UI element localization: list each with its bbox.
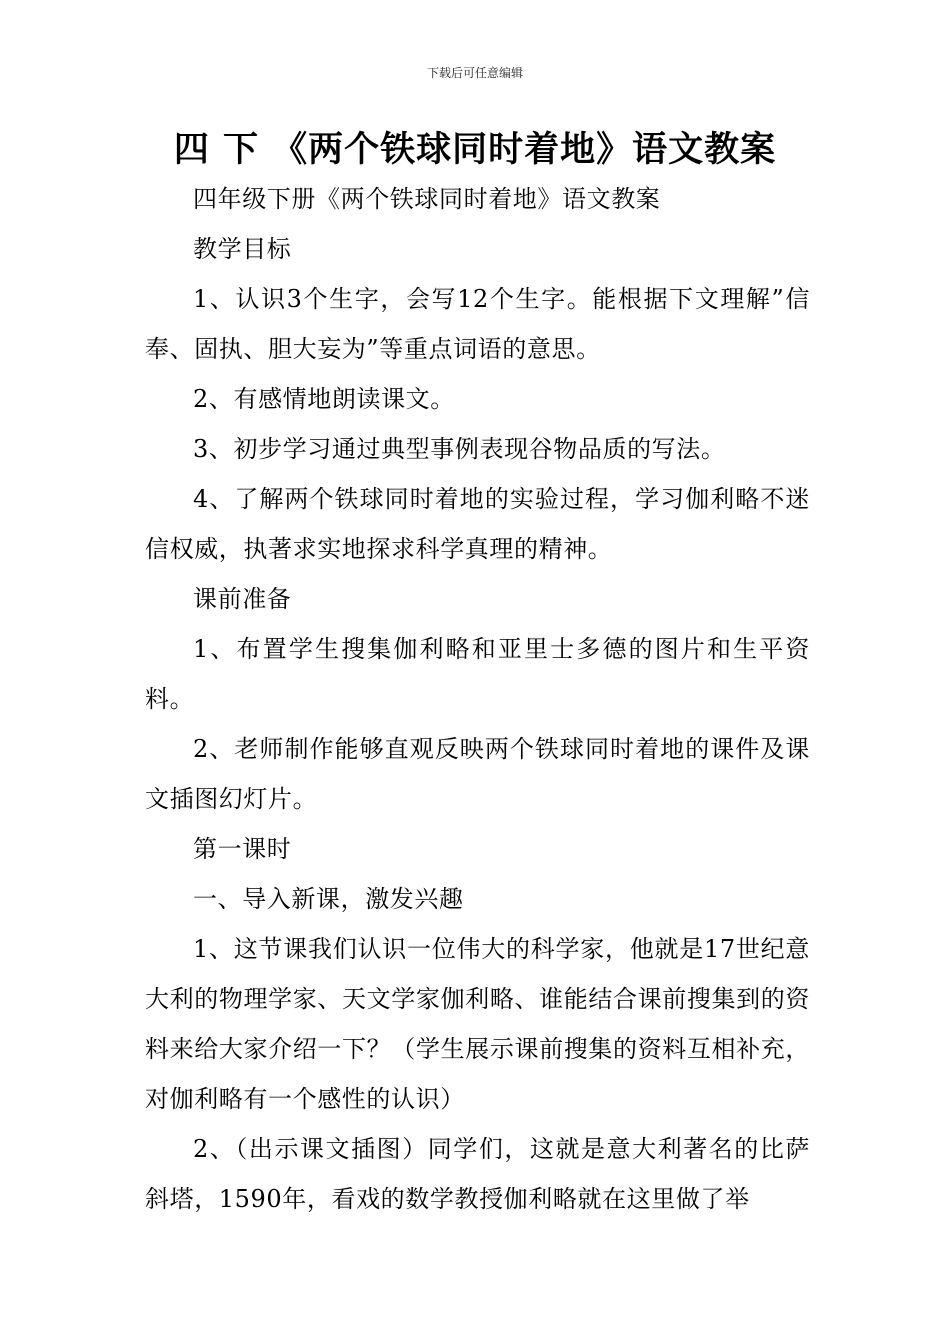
section-heading-objectives: 教学目标 xyxy=(193,235,292,263)
section-heading-preparation: 课前准备 xyxy=(193,585,292,613)
objective-item: 2、有感情地朗读课文。 xyxy=(193,385,455,413)
objective-item: 3、初步学习通过典型事例表现谷物品质的写法。 xyxy=(193,435,726,463)
lesson-step-paragraph: 2、（出示课文插图）同学们，这就是意大利著名的比萨斜塔，1590年，看戏的数学教授伽利略就在这里做了举 xyxy=(145,1135,810,1213)
document-body xyxy=(145,174,810,1224)
preparation-item: 2、老师制作能够直观反映两个铁球同时着地的课件及课文插图幻灯片。 xyxy=(145,735,810,813)
lesson-step-paragraph: 1、这节课我们认识一位伟大的科学家，他就是17世纪意大利的物理学家、天文学家伽利略、谁能结合课前搜集到的资料来给大家介绍一下？（学生展示课前搜集的资料互相补充，对伽利略有一个感性的认识） xyxy=(145,935,810,1113)
objective-item: 4、了解两个铁球同时着地的实验过程，学习伽利略不迷信权威，执著求实地探求科学真理的精神。 xyxy=(145,485,810,563)
section-heading-first-lesson: 第一课时 xyxy=(193,835,292,863)
objective-item: 1、认识3个生字，会写12个生字。能根据下文理解”信奉、固执、胆大妄为”等重点词语的意思。 xyxy=(145,285,810,363)
header-note: 下载后可任意编辑 xyxy=(426,66,523,80)
subtitle-paragraph: 四年级下册《两个铁球同时着地》语文教案 xyxy=(193,185,661,213)
preparation-item: 1、布置学生搜集伽利略和亚里士多德的图片和生平资料。 xyxy=(145,635,810,713)
lesson-step-heading: 一、导入新课，激发兴趣 xyxy=(193,885,464,913)
document-title: 四 下 《两个铁球同时着地》语文教案 xyxy=(173,130,777,170)
